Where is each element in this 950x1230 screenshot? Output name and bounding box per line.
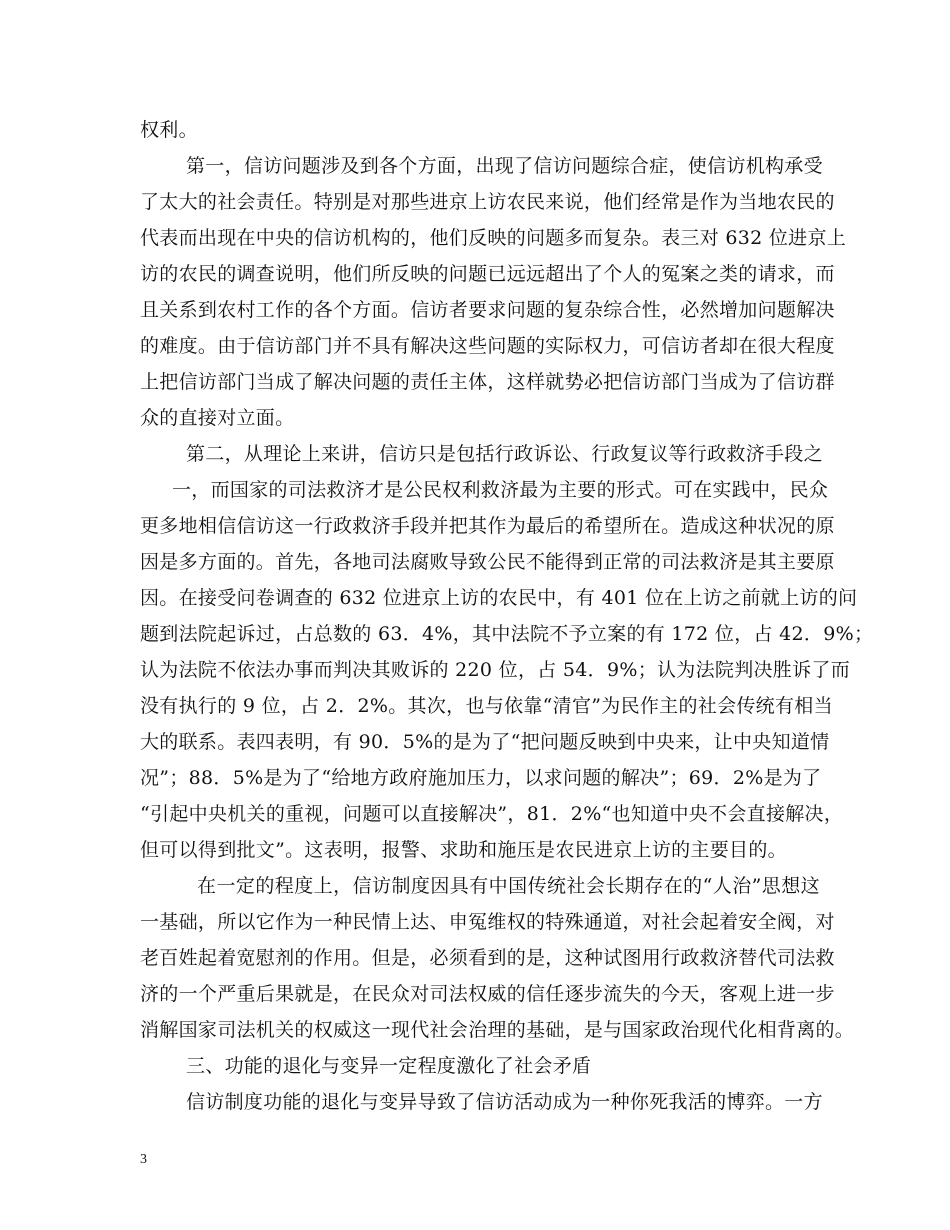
text-line: 题到法院起诉过，占总数的 63．4%，其中法院不予立案的有 172 位，占 42．9%； — [140, 623, 874, 645]
text-line: 上把信访部门当成了解决问题的责任主体，这样就势必把信访部门当成为了信访群 — [140, 371, 835, 393]
paragraph-first-line: 信访制度功能的退化与变异导致了信访活动成为一种你死我活的博弈。一方 — [186, 1091, 823, 1113]
text-line: 权利。 — [140, 119, 198, 141]
section-heading: 三、功能的退化与变异一定程度激化了社会矛盾 — [186, 1055, 592, 1077]
text-line: 众的直接对立面。 — [140, 407, 295, 429]
text-line: “引起中央机关的重视，问题可以直接解决”，81．2%“也知道中央不会直接解决， — [140, 803, 844, 825]
paragraph-first-line: 第二，从理论上来讲，信访只是包括行政诉讼、行政复议等行政救济手段之 — [186, 443, 823, 465]
text-line: 消解国家司法机关的权威这一现代社会治理的基础，是与国家政治现代化相背离的。 — [140, 1019, 855, 1041]
text-line: 一，而国家的司法救济才是公民权利救济最为主要的形式。可在实践中，民众 — [172, 479, 829, 501]
paragraph-first-line: 第一，信访问题涉及到各个方面，出现了信访问题综合症，使信访机构承受 — [186, 155, 823, 177]
text-line: 没有执行的 9 位，占 2．2%。其次，也与依靠“清官”为民作主的社会传统有相当 — [140, 695, 833, 717]
text-line: 况”；88．5%是为了“给地方政府施加压力，以求问题的解决”；69．2%是为了 — [140, 767, 822, 789]
text-line: 但可以得到批文”。这表明，报警、求助和施压是农民进京上访的主要目的。 — [140, 839, 787, 861]
text-line: 了太大的社会责任。特别是对那些进京上访农民来说，他们经常是作为当地农民的 — [140, 191, 835, 213]
text-line: 大的联系。表四表明，有 90．5%的是为了“把问题反映到中央来，让中央知道情 — [140, 731, 830, 753]
text-line: 济的一个严重后果就是，在民众对司法权威的信任逐步流失的今天，客观上进一步 — [140, 983, 835, 1005]
text-line: 因是多方面的。首先，各地司法腐败导致公民不能得到正常的司法救济是其主要原 — [140, 551, 835, 573]
paragraph-first-line: 在一定的程度上，信访制度因具有中国传统社会长期存在的“人治”思想这 — [197, 875, 820, 897]
text-line: 代表而出现在中央的信访机构的，他们反映的问题多而复杂。表三对 632 位进京上 — [140, 227, 847, 249]
text-line: 且关系到农村工作的各个方面。信访者要求问题的复杂综合性，必然增加问题解决 — [140, 299, 835, 321]
text-line: 一基础，所以它作为一种民情上达、申冤维权的特殊通道，对社会起着安全阀，对 — [140, 911, 835, 933]
text-line: 因。在接受问卷调查的 632 位进京上访的农民中，有 401 位在上访之前就上访的问 — [140, 587, 858, 609]
text-line: 认为法院不依法办事而判决其败诉的 220 位，占 54．9%；认为法院判决胜诉了而 — [140, 659, 851, 681]
page-number: 3 — [140, 1152, 147, 1167]
text-line: 更多地相信信访这一行政救济手段并把其作为最后的希望所在。造成这种状况的原 — [140, 515, 835, 537]
text-line: 的难度。由于信访部门并不具有解决这些问题的实际权力，可信访者却在很大程度 — [140, 335, 835, 357]
text-line: 老百姓起着宽慰剂的作用。但是，必须看到的是，这种试图用行政救济替代司法救 — [140, 947, 835, 969]
text-line: 访的农民的调查说明，他们所反映的问题已远远超出了个人的冤案之类的请求，而 — [140, 263, 835, 285]
